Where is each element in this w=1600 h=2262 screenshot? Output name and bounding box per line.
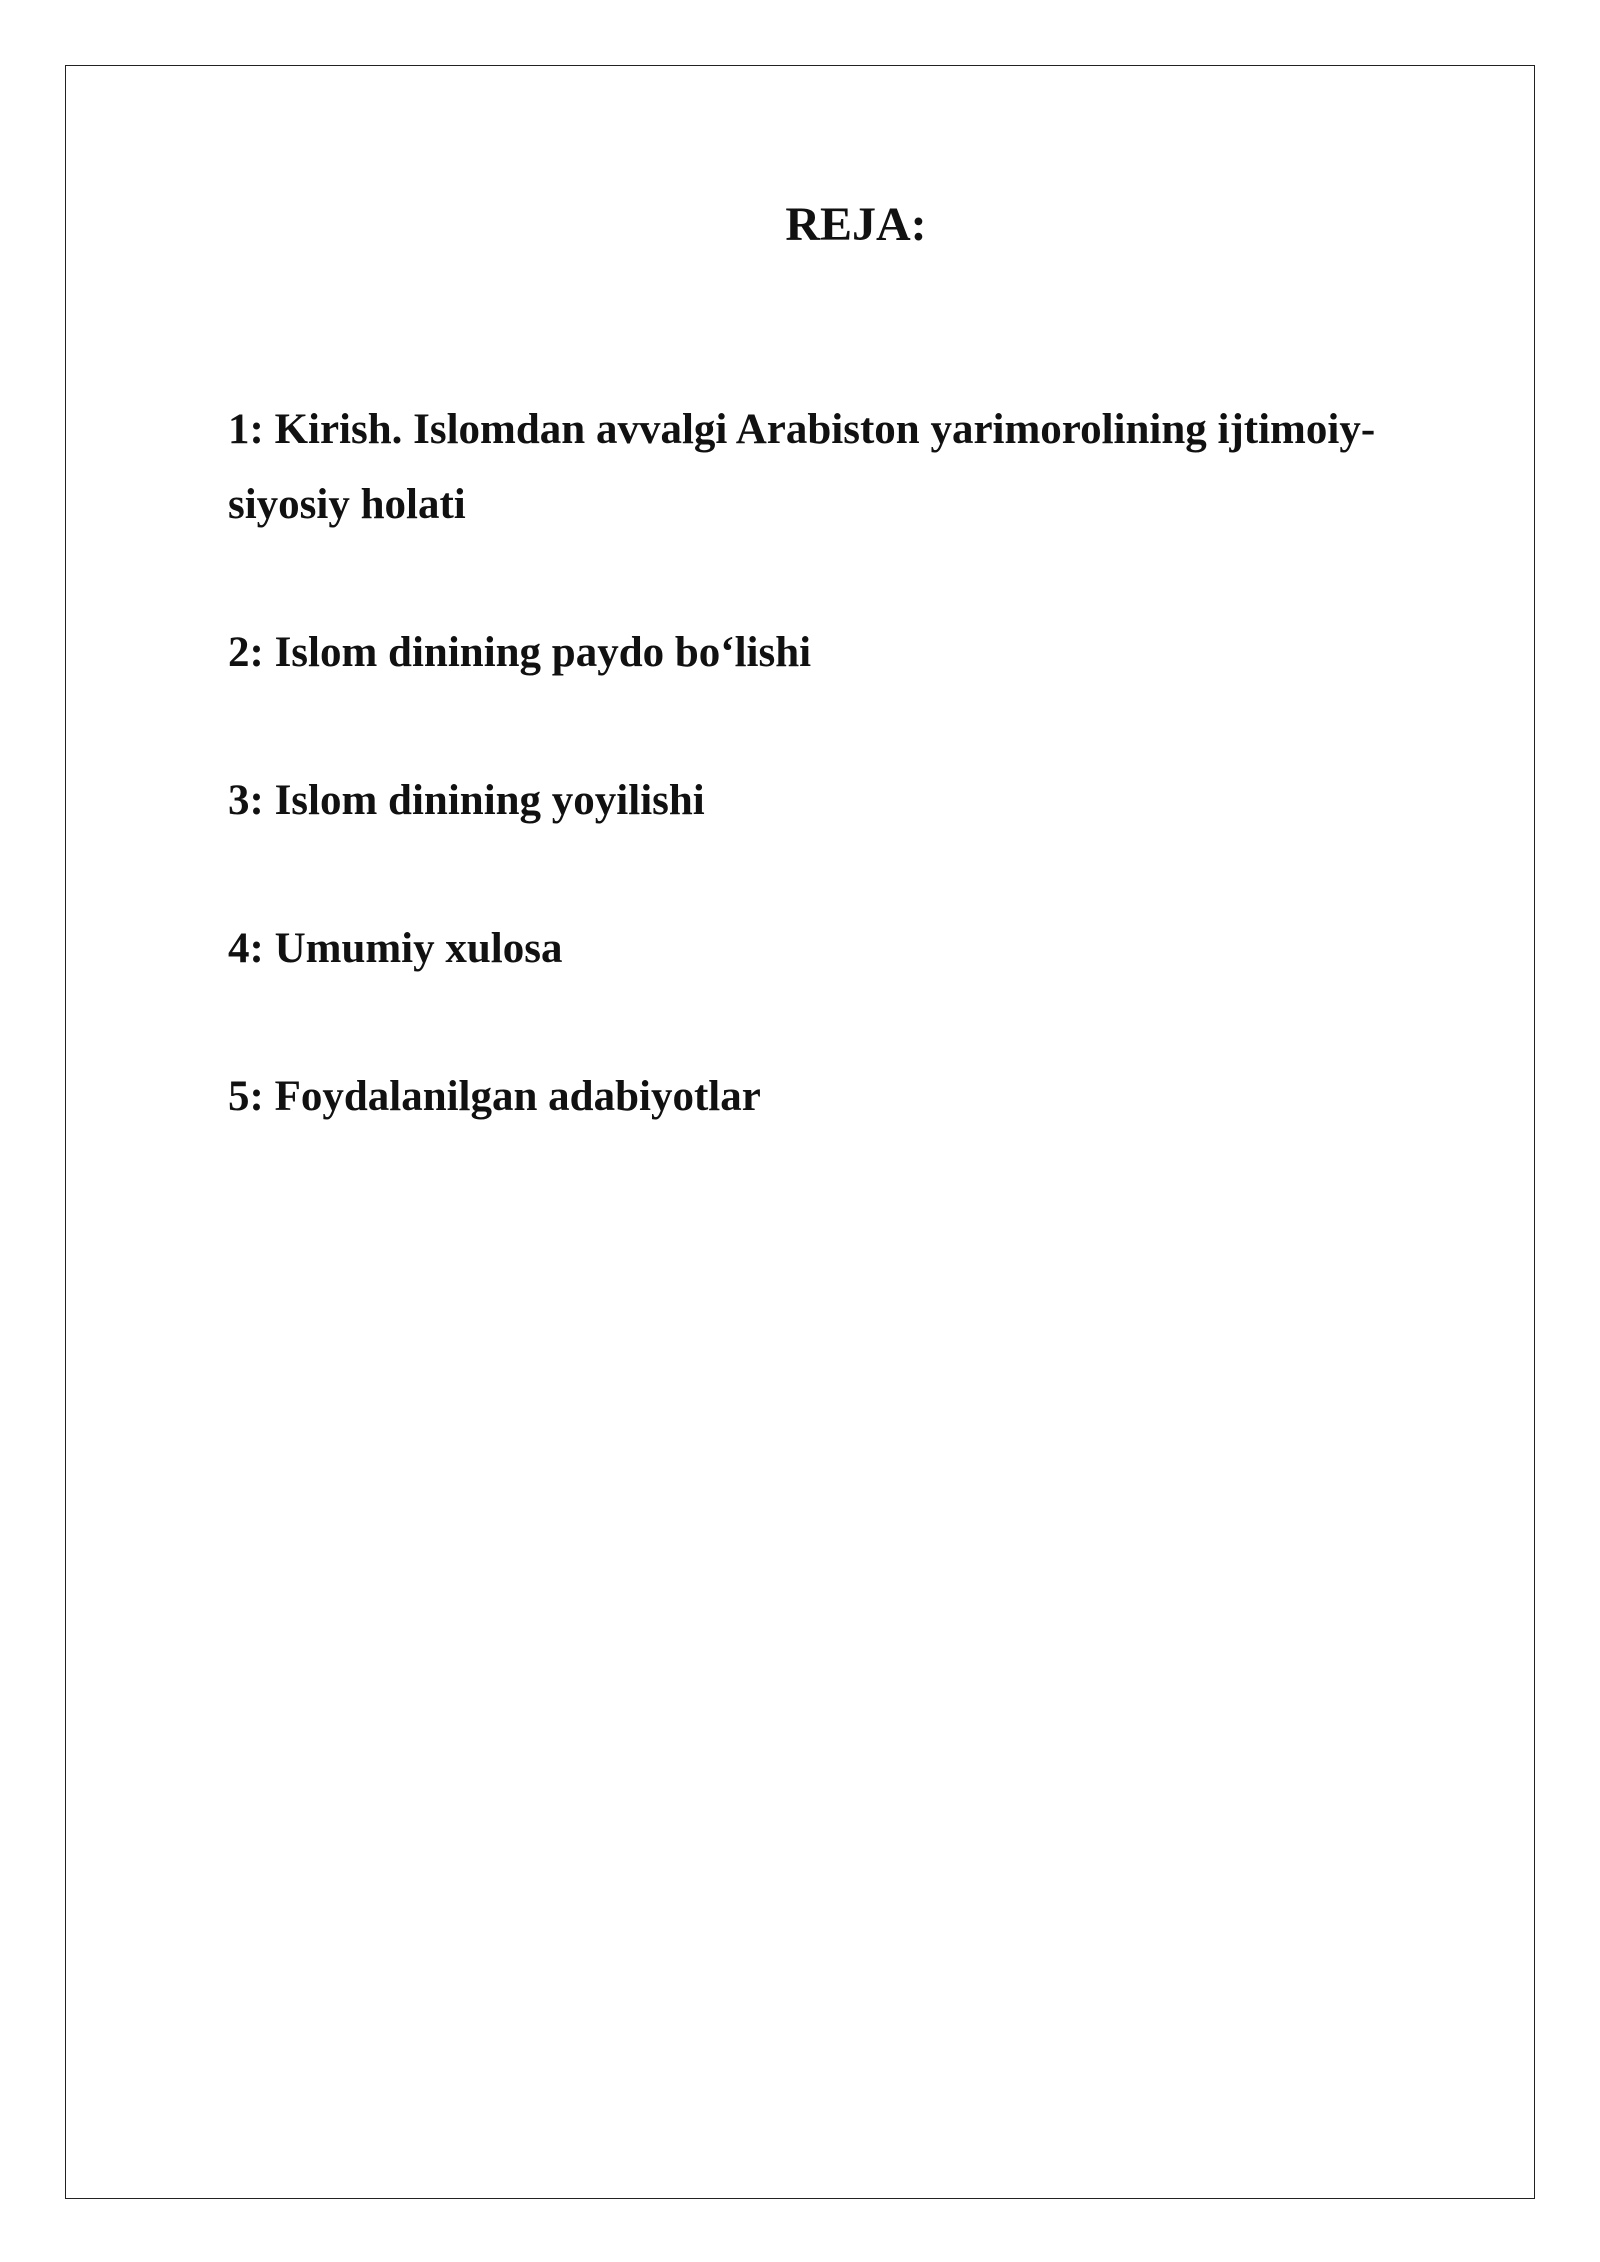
- plan-item-3: 3: Islom dinining yoyilishi: [228, 777, 705, 824]
- plan-list: [228, 392, 1448, 1207]
- plan-item-4: 4: Umumiy xulosa: [228, 925, 563, 972]
- plan-item-5: 5: Foydalanilgan adabiyotlar: [228, 1073, 761, 1120]
- page-title: REJA:: [785, 198, 927, 251]
- plan-item-2: 2: Islom dinining paydo bo‘lishi: [228, 629, 812, 676]
- plan-item-1: 1: Kirish. Islomdan avvalgi Arabiston yarimorolining ijtimoiy-siyosiy holati: [228, 406, 1376, 528]
